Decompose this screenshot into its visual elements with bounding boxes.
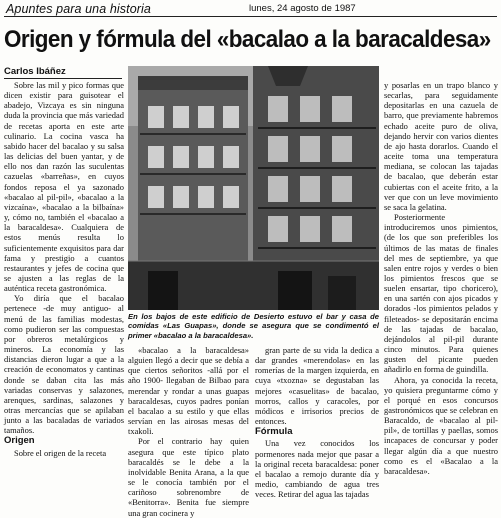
paragraph: y posarlas en un trapo blanco y secarlas, para seguidamente depositarlas en una cazuela de barro, que previamente habremos echado aceite puro de oliva, dejando hervir con varios dientes de ajo hasta dorarlos. Cuando el aceite toma una temperatura mediana, se colocan las tajadas de bacalao, que deberán estar cubiertas con el aceite frito, a la ver que con un leve movimiento se saca la gelatina. [384, 80, 498, 212]
paragraph: Posteriormente introduciremos unos pimientos, (de los que son preferibles los últimos de las matas de finales del mes de septiembre, ya que salen entre rojos y verdes o bien los pimientos frescos que se suelen ensartar, tipo choricero), en una sartén con ajos picados y dorados -los pimientos pelados y fileteados- se depositarán encima de las tajadas de bacalao, dejándolos al pil-pil durante cinco minutos. Para quienes gusten del picante pueden añadirlo en forma de guindilla. [384, 212, 498, 375]
article-column-4 [384, 80, 498, 494]
paragraph: Sobre las mil y pico formas que dicen existir para guisotear el abadejo, Vizcaya es sin ninguna duda la provincia que más variedad de recetas aporta en este arte culinario. La cocina vasca ha sabido hacer del bacalao y su salsa las delicias del buen yantar, y de ello nos dan razón las suculentas cazuelas «barreñas», en cuyos fondos reposa el ya sazonado «bacalao al pil-pil», «bacalao a la vizcaína», «bacalao a la bilbaína» y, cómo no, también el «bacalao a la baracaldesa». Cualquiera de estos menús resulta lo suficientemente exquisitos para dar fama y prestigio a cuantos restaurantes y jefes de cocina que se ajusten a las reglas de la auténtica receta gastronómica. [4, 80, 124, 294]
paragraph: Por el contrario hay quien asegura que este típico plato baracaldés se le debe a la inolvidable Benita Arana, a la que se le conocía también por el cariñoso sobrenombre de «Benitorra». Benita fue siempre una gran cocinera y [128, 436, 249, 518]
section-title: Apuntes para una historia [6, 2, 151, 16]
article-column-2 [128, 345, 249, 518]
paragraph: Yo diría que el bacalao pertenece -de muy antiguo- al menú de las familias modestas, como pudieron ser las compuestas por obreros metalúrgicos y mineros. La economía y las distancias dieron lugar a que a la creación de economatos y cantinas donde se daban cita las más variadas conservas y salazones, arenques, sardinas, salazones y otras mercancías que se apilaban junto a las bacaladas de variados tamaños. [4, 293, 124, 436]
paragraph: Ahora, ya conocida la receta, yo quisiera preguntarme cómo y el porqué en esos concursos gastronómicos que se celebran en Baracaldo, de «bacalao al pil-pil», de tortillas y paellas, somos incapaces de concursar y poder llegar algún día a que nuestro como es el «Bacalao a la baracaldesa». [384, 374, 498, 476]
paragraph: Sobre el origen de la receta [14, 447, 107, 458]
author-byline: Carlos Ibáñez [4, 66, 122, 79]
photo-caption: En los bajos de este edificio de Desierto estuvo el bar y casa de comidas «Las Guapas», donde se asegura que se condimentó el primer «bacalao a la baracaldesa». [128, 312, 379, 340]
page-header [4, 2, 497, 17]
subheading-formula: Fórmula [255, 426, 293, 438]
subheading-origen: Origen [4, 435, 35, 447]
article-headline: Origen y fórmula del «bacalao a la baracaldesa» [4, 26, 491, 53]
paragraph: «bacalao a la baracaldesa» alguien llegó a decir que se debía a que ciertos señoritos -allá por el año 1900- llegaban de Bilbao para merendar y rondar a unas guapas baracaldesas, cuyos padres ponían el bacalao a su estilo y que ellas servían en las airosas mesas del txakoli. [128, 345, 249, 437]
article-column-1 [4, 80, 124, 494]
building-photo-illustration [128, 66, 379, 310]
publication-date: lunes, 24 agosto de 1987 [249, 3, 356, 14]
article-column-3 [255, 345, 379, 500]
building-photo [128, 66, 379, 310]
paragraph: gran parte de su vida la dedica a dar grandes «merendolas» en las romerías de la margen izquierda, en cuya «txozna» se degustaban las mejores «casuelitas» de bacalao, morros, callos y caracoles, por módicos e irrisorios precios de entonces. [255, 345, 379, 427]
paragraph: Una vez conocidos los pormenores nada mejor que pasar a la original receta baracaldesa: poner el bacalao a remojo durante día y medio, cambiando de agua tres veces. Retirar del agua las tajadas [255, 438, 379, 500]
